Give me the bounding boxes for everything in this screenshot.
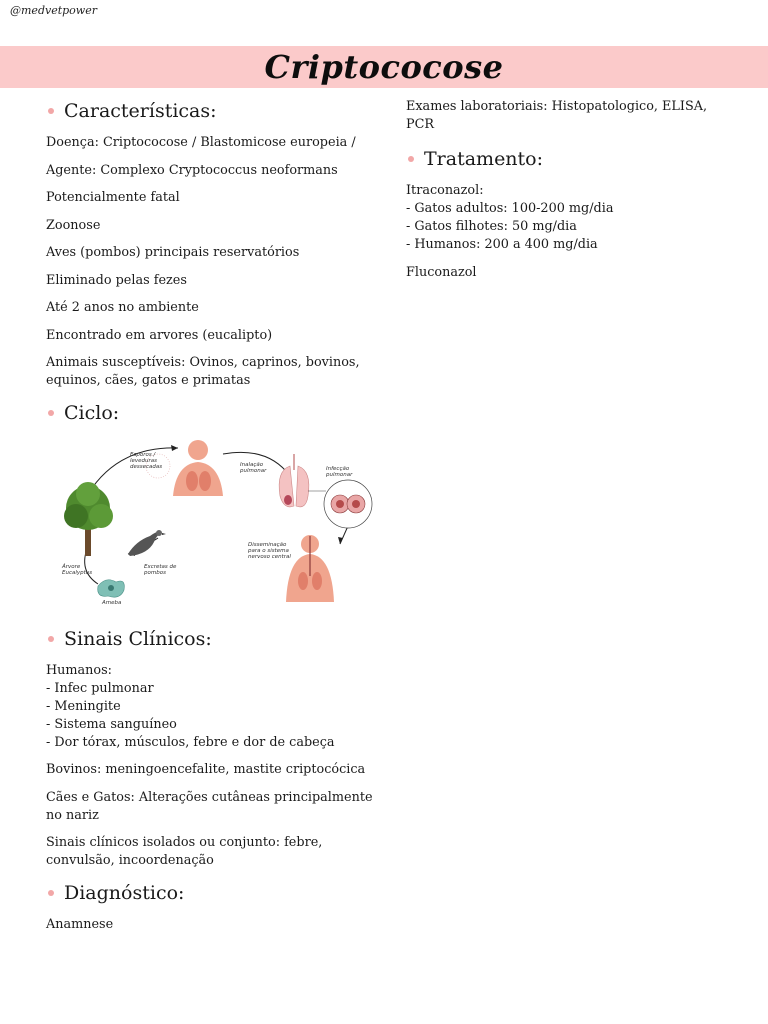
cycle-label-inalacao: Inalação pulmonar	[240, 461, 267, 474]
page-title: Criptococose	[264, 48, 504, 86]
life-cycle-illustration	[58, 436, 388, 608]
text-line: - Gatos filhotes: 50 mg/dia	[406, 219, 577, 234]
text-line: Potencialmente fatal	[46, 190, 180, 205]
text-line: Eliminado pelas fezes	[46, 272, 187, 288]
humanos-block	[46, 662, 376, 752]
text-line: Itraconazol:	[406, 183, 484, 198]
text-line: Anamnese	[46, 916, 114, 932]
life-cycle-diagram	[58, 436, 388, 608]
cycle-label-esporos: Esporos / leveduras dessecadas	[130, 451, 163, 470]
bullet-icon	[48, 108, 54, 114]
bullet-icon	[408, 156, 414, 162]
cycle-label-disseminacao: Disseminação para o sistema nervoso central	[248, 541, 291, 560]
section-heading-tratamento: Tratamento:	[406, 146, 726, 172]
text-line: - Sistema sanguíneo	[46, 716, 177, 732]
bullet-icon	[48, 890, 54, 896]
cycle-label-infeccao: Infecção pulmonar	[326, 465, 353, 478]
text-line: Aves (pombos) principais reservatórios	[46, 245, 300, 260]
text-line: Doença: Criptococose / Blastomicose europeia /	[46, 135, 356, 150]
text-line: - Dor tórax, músculos, febre e dor de cabeça	[46, 734, 335, 750]
text-line: Exames laboratoriais: Histopatologico, ELISA, PCR	[406, 99, 708, 132]
cycle-label-excretas: Excretas de pombos	[144, 563, 177, 576]
text-line: Agente: Complexo Cryptococcus neoformans	[46, 162, 338, 178]
section-heading-caracteristicas: Características:	[46, 98, 376, 124]
bullet-icon	[48, 636, 54, 642]
section-heading-ciclo: Ciclo:	[46, 400, 376, 426]
text-line: Sinais clínicos isolados ou conjunto: febre, convulsão, incoordenação	[46, 835, 323, 868]
right-column	[406, 98, 726, 291]
text-line: Encontrado em arvores (eucalipto)	[46, 327, 273, 343]
text-line: Zoonose	[46, 217, 101, 233]
section-heading-diagnostico: Diagnóstico:	[46, 880, 376, 906]
text-line: - Humanos: 200 a 400 mg/dia	[406, 237, 598, 252]
text-line: - Infec pulmonar	[46, 680, 154, 696]
text-line: Fluconazol	[406, 264, 477, 280]
text-line: - Meningite	[46, 698, 121, 714]
text-line: Humanos:	[46, 662, 112, 678]
text-line: Cães e Gatos: Alterações cutâneas principalmente no nariz	[46, 789, 373, 823]
text-line: - Gatos adultos: 100-200 mg/dia	[406, 201, 614, 216]
cycle-label-ameba: Ameba	[102, 599, 122, 606]
itraconazol-block	[406, 182, 726, 254]
section-heading-sinais: Sinais Clínicos:	[46, 626, 376, 652]
text-line: Animais susceptíveis: Ovinos, caprinos, bovinos, equinos, cães, gatos e primatas	[46, 355, 360, 388]
cycle-label-arvore: Árvore Eucalyptus	[62, 563, 93, 576]
bullet-icon	[48, 410, 54, 416]
author-handle: @medvetpower	[10, 4, 97, 17]
text-line: Até 2 anos no ambiente	[46, 300, 199, 315]
text-line: Bovinos: meningoencefalite, mastite criptocócica	[46, 762, 366, 777]
title-band	[0, 46, 768, 88]
left-column	[46, 98, 376, 943]
